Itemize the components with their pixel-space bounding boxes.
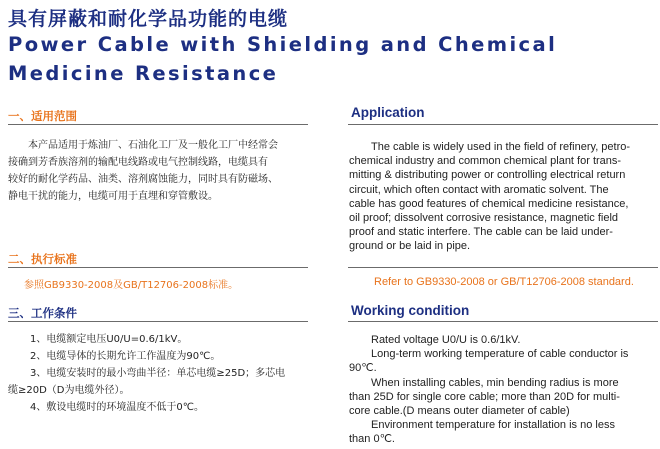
divider-standard-cn [8, 267, 308, 268]
application-en-line-5: cable has good features of chemical medicine resistance, [349, 197, 629, 210]
standard-text-cn: 参照GB9330-2008及GB/T12706-2008标准。 [24, 280, 239, 291]
working-cn-item-1: 1、电缆额定电压U0/U=0.6/1kV。 [30, 334, 188, 345]
working-cn-item-2: 2、电缆导体的长期允许工作温度为90℃。 [30, 351, 221, 362]
application-cn-line-1: 本产品适用于炼油厂、石油化工厂及一般化工厂中经常会 [8, 140, 278, 151]
working-en-line-5: than 25D for single core cable; more than 20D for multi- [349, 390, 620, 403]
divider-standard-en [348, 267, 658, 268]
heading-application-en: Application [351, 105, 425, 120]
list-working-cn [8, 331, 285, 416]
page-title-en [8, 30, 557, 88]
application-cn-line-4: 静电干扰的能力，电缆可用于直埋和穿管敷设。 [8, 191, 218, 202]
paragraph-application-cn [8, 137, 278, 205]
application-en-line-1: The cable is widely used in the field of refinery, petro- [349, 141, 631, 153]
working-en-line-2: Long-term working temperature of cable conductor is [349, 348, 629, 361]
page-title-en-line-2: Medicine Resistance [8, 62, 279, 85]
working-en-line-3: 90℃. [349, 362, 377, 375]
page-title-cn: 具有屏蔽和耐化学品功能的电缆 [8, 8, 289, 30]
heading-standard-cn: 二、执行标准 [8, 252, 77, 266]
heading-application-cn: 一、适用范围 [8, 109, 77, 123]
application-en-line-6: oil proof; dissolvent corrosive resistance, magnetic field [349, 212, 619, 225]
working-en-line-1: Rated voltage U0/U is 0.6/1kV. [349, 334, 521, 346]
working-cn-item-3: 3、电缆安装时的最小弯曲半径：单芯电缆≥25D；多芯电 [30, 368, 286, 379]
standard-text-en: Refer to GB9330-2008 or GB/T12706-2008 standard. [374, 276, 634, 288]
application-en-line-8: ground or be laid in pipe. [349, 240, 471, 253]
working-en-line-4: When installing cables, min bending radius is more [349, 376, 619, 389]
application-en-line-3: mitting & distributing power or controlling electrical return [349, 169, 626, 182]
heading-working-en: Working condition [351, 303, 470, 318]
divider-working-en [348, 321, 658, 322]
working-cn-item-4: 4、敷设电缆时的环境温度不低于0℃。 [30, 402, 204, 413]
divider-working-cn [8, 321, 308, 322]
page-title-en-line-1: Power Cable with Shielding and Chemical [8, 33, 558, 56]
application-cn-line-3: 较好的耐化学药品、油类、溶剂腐蚀能力，同时具有防磁场、 [8, 174, 278, 185]
application-en-line-4: circuit, which often contact with aromatic solvent. The [349, 183, 609, 196]
heading-working-cn: 三、工作条件 [8, 306, 77, 320]
working-cn-item-3-cont: 缆≥20D（D为电缆外径）。 [8, 385, 130, 396]
application-cn-line-2: 接确到芳香族溶剂的输配电线路或电气控制线路，电缆具有 [8, 157, 268, 168]
working-en-line-8: than 0℃. [349, 433, 395, 446]
divider-application-en [348, 124, 658, 125]
working-en-line-6: core cable.(D means outer diameter of cable) [349, 405, 570, 418]
list-working-en [349, 333, 628, 447]
paragraph-application-en [349, 140, 630, 254]
working-en-line-7: Environment temperature for installation is no less [349, 419, 615, 432]
divider-application-cn [8, 124, 308, 125]
application-en-line-7: proof and static interfere. The cable can be laid under- [349, 226, 613, 239]
application-en-line-2: chemical industry and common chemical plant for trans- [349, 155, 622, 168]
